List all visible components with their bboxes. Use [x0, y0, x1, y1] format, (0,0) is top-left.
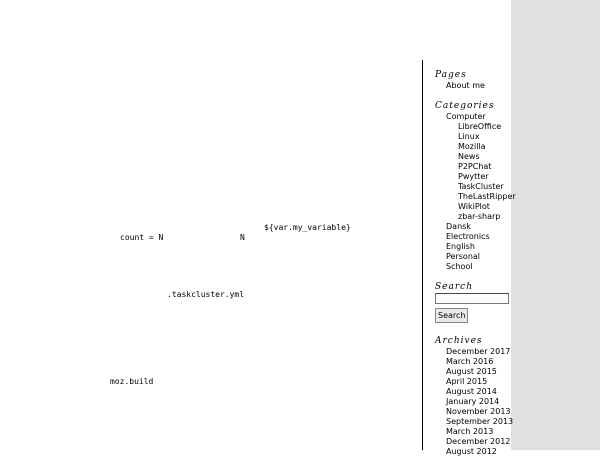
subcategory-link[interactable]: WikiPlot	[458, 202, 490, 211]
categories-list	[446, 112, 486, 122]
subcategory-link[interactable]: Mozilla	[458, 142, 486, 151]
subcategory-link[interactable]: P2PChat	[458, 162, 492, 171]
subcategory-link[interactable]: LibreOffice	[458, 122, 502, 131]
archive-link[interactable]: August 2014	[446, 387, 497, 396]
archive-item[interactable]	[446, 347, 513, 357]
archive-link[interactable]: April 2015	[446, 377, 488, 386]
category-item-computer[interactable]	[446, 112, 486, 122]
categories-heading: Categories	[435, 101, 495, 111]
code-count: count = N	[120, 233, 164, 242]
search-heading: Search	[435, 282, 473, 292]
computer-subcategories	[458, 122, 516, 222]
archive-item[interactable]	[446, 367, 513, 377]
subcategory-item[interactable]	[458, 152, 516, 162]
page-item[interactable]	[446, 81, 485, 91]
archive-item[interactable]	[446, 377, 513, 387]
archive-link[interactable]: August 2012	[446, 447, 497, 456]
subcategory-link[interactable]: zbar-sharp	[458, 212, 501, 221]
subcategory-item[interactable]	[458, 132, 516, 142]
category-item[interactable]	[446, 242, 490, 252]
category-item[interactable]	[446, 252, 490, 262]
category-link[interactable]: Electronics	[446, 232, 490, 241]
archive-item[interactable]	[446, 447, 513, 457]
pages-heading: Pages	[435, 70, 467, 80]
subcategory-link[interactable]: Pwytter	[458, 172, 489, 181]
archive-link[interactable]: September 2013	[446, 417, 514, 426]
category-item[interactable]	[446, 222, 490, 232]
search-button[interactable]: Search	[435, 308, 468, 323]
page-link[interactable]: About me	[446, 81, 485, 90]
right-background-panel	[511, 0, 600, 450]
archive-item[interactable]	[446, 417, 513, 427]
category-link[interactable]: School	[446, 262, 473, 271]
subcategory-item[interactable]	[458, 142, 516, 152]
category-link[interactable]: English	[446, 242, 475, 251]
subcategory-link[interactable]: TheLastRipper	[458, 192, 516, 201]
category-item[interactable]	[446, 262, 490, 272]
subcategory-link[interactable]: Linux	[458, 132, 480, 141]
subcategory-item[interactable]	[458, 202, 516, 212]
code-taskcluster-yml: .taskcluster.yml	[167, 290, 245, 299]
category-link[interactable]: Computer	[446, 112, 486, 121]
pages-list	[446, 81, 485, 91]
archives-list	[446, 347, 513, 457]
subcategory-link[interactable]: News	[458, 152, 480, 161]
category-item[interactable]	[446, 232, 490, 242]
archive-item[interactable]	[446, 387, 513, 397]
archive-link[interactable]: March 2016	[446, 357, 494, 366]
subcategory-item[interactable]	[458, 182, 516, 192]
archive-link[interactable]: January 2014	[446, 397, 500, 406]
code-moz-build: moz.build	[110, 377, 154, 386]
category-link[interactable]: Dansk	[446, 222, 471, 231]
archive-item[interactable]	[446, 437, 513, 447]
archive-link[interactable]: December 2017	[446, 347, 511, 356]
subcategory-item[interactable]	[458, 172, 516, 182]
archive-link[interactable]: March 2013	[446, 427, 494, 436]
category-link[interactable]: Personal	[446, 252, 481, 261]
subcategory-item[interactable]	[458, 122, 516, 132]
sidebar	[422, 60, 516, 456]
archive-item[interactable]	[446, 407, 513, 417]
code-n: N	[240, 233, 245, 242]
subcategory-item[interactable]	[458, 162, 516, 172]
search-input[interactable]	[435, 293, 509, 304]
code-var-my-variable: ${var.my_variable}	[264, 223, 351, 232]
archives-heading: Archives	[435, 336, 483, 346]
archive-link[interactable]: December 2012	[446, 437, 511, 446]
archive-item[interactable]	[446, 397, 513, 407]
subcategory-item[interactable]	[458, 212, 516, 222]
archive-link[interactable]: November 2013	[446, 407, 511, 416]
top-categories	[446, 222, 490, 272]
archive-item[interactable]	[446, 427, 513, 437]
subcategory-item[interactable]	[458, 192, 516, 202]
archive-item[interactable]	[446, 357, 513, 367]
archive-link[interactable]: August 2015	[446, 367, 497, 376]
subcategory-link[interactable]: TaskCluster	[458, 182, 504, 191]
